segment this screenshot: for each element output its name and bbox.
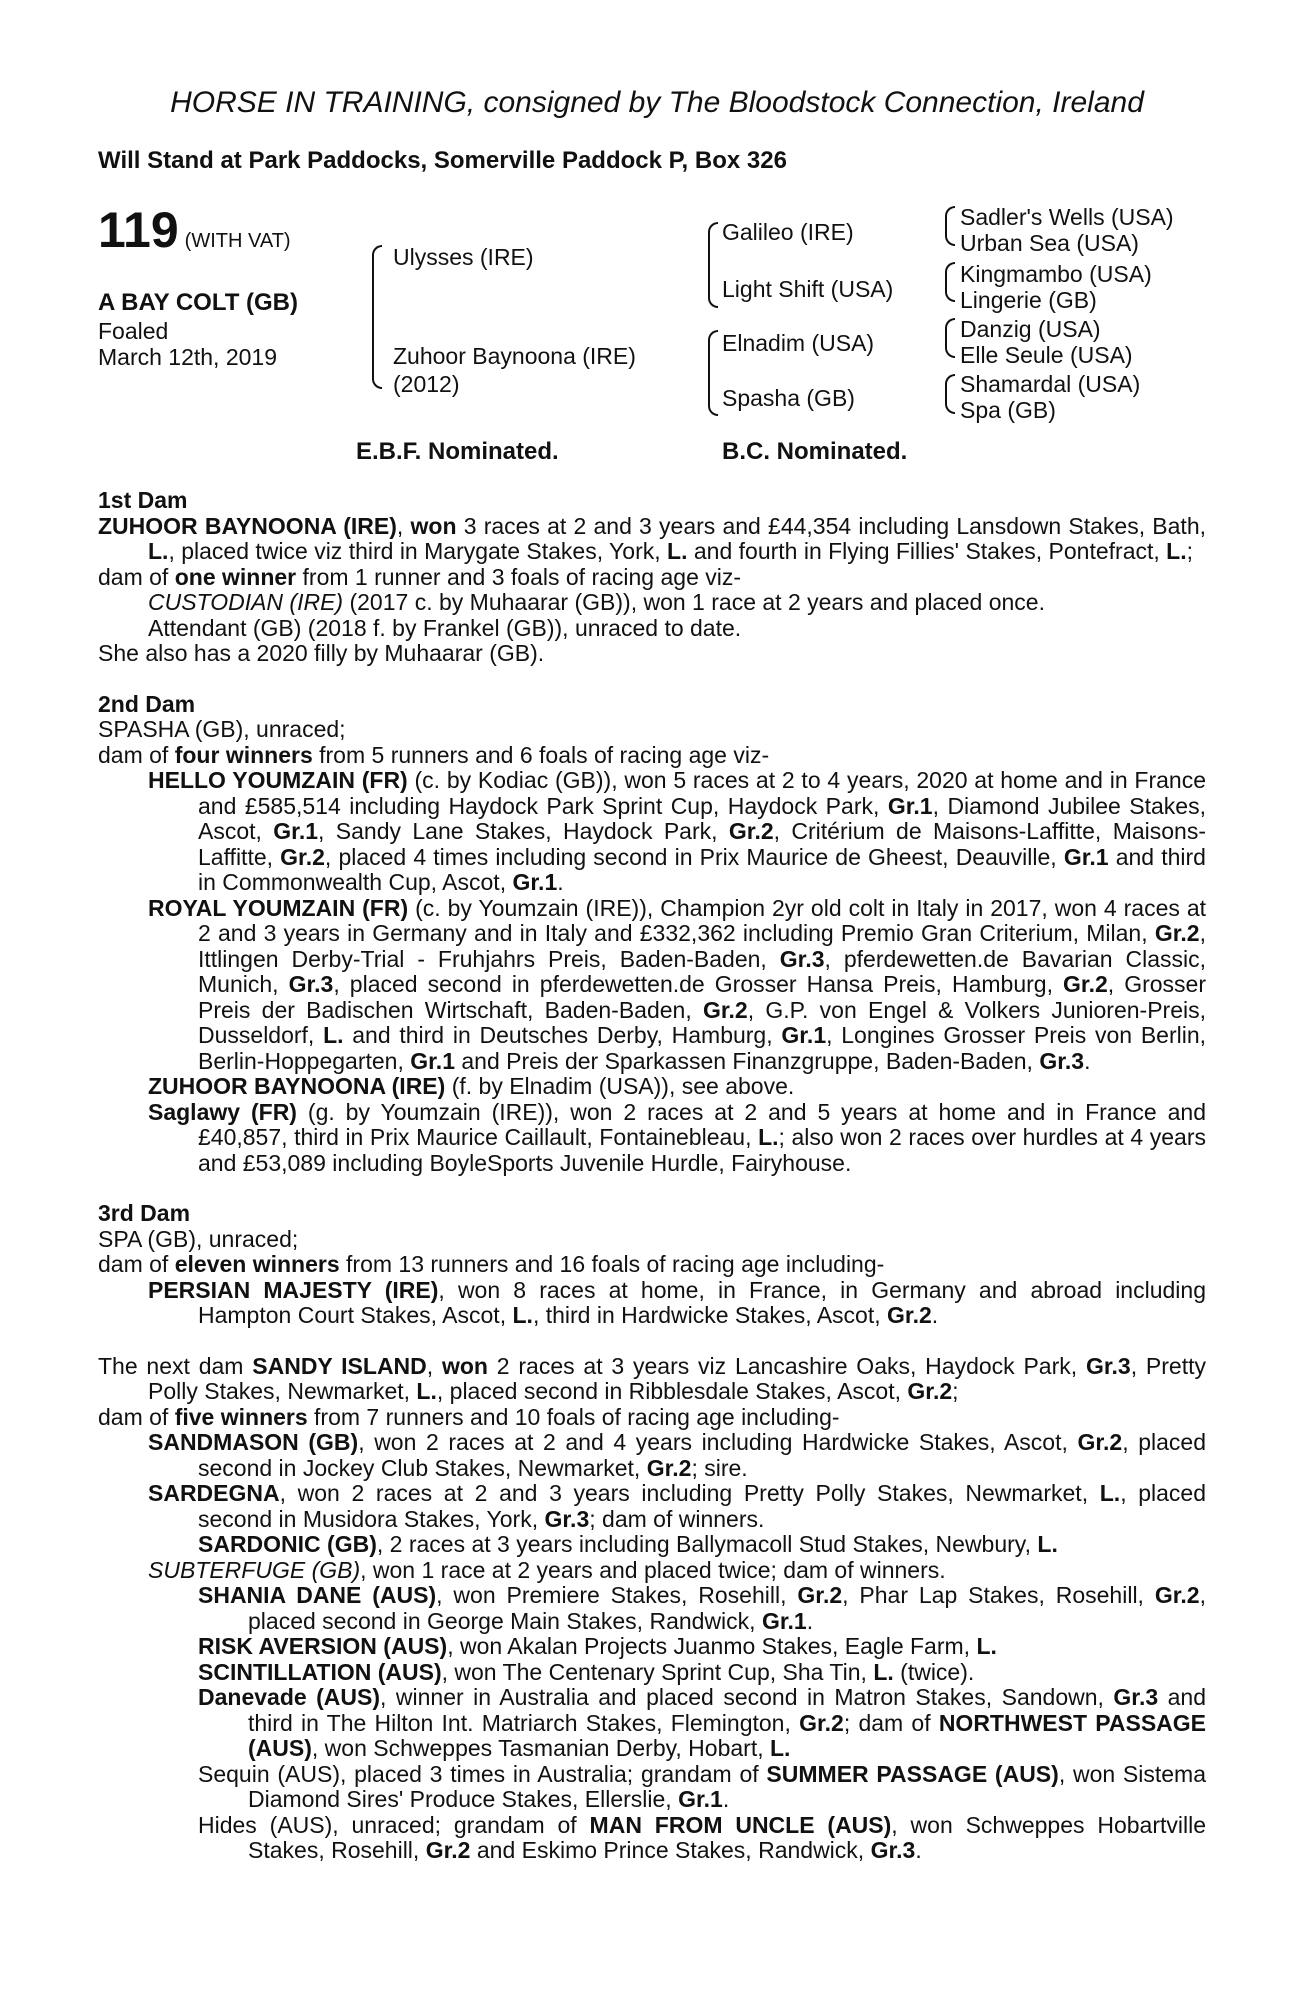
text-run: from 7 runners and 10 foals of racing age including-: [307, 1403, 840, 1430]
text-run: Gr.1: [678, 1786, 723, 1812]
text-run: ; also won 2 races over hurdles at 4 years and £53,089 including BoyleSports Juvenile Hurdle, Fairyhouse.: [198, 1124, 1206, 1176]
text-run: , placed twice viz third in Marygate Stakes, York,: [168, 538, 668, 564]
text-run: RISK AVERSION (AUS): [198, 1633, 448, 1659]
entry-paragraph: [98, 896, 1206, 1075]
text-run: Gr.1: [781, 1022, 827, 1048]
text-run: .: [806, 1607, 814, 1634]
text-run: and third in The Hilton Int. Matriarch Stakes, Flemington,: [248, 1684, 1207, 1736]
text-run: four winners: [174, 741, 313, 768]
pedigree-sdd: Lingerie (GB): [960, 287, 1097, 313]
text-run: , won 2 races at 2 and 3 years including Pretty Polly Stakes, Newmarket,: [279, 1480, 1100, 1506]
text-run: .: [931, 1302, 939, 1328]
entry-paragraph: [98, 768, 1206, 896]
entry-paragraph: [98, 1558, 1206, 1584]
text-run: Gr.1: [512, 869, 558, 895]
text-run: NORTHWEST PASSAGE (AUS): [248, 1709, 1207, 1761]
text-run: , won Sistema Diamond Sires' Produce Stakes, Ellerslie,: [248, 1760, 1206, 1812]
page-title: HORSE IN TRAINING, consigned by The Bloodstock Connection, Ireland: [170, 86, 1144, 119]
text-run: L.: [667, 538, 688, 564]
text-run: , placed second in Musidora Stakes, York,: [198, 1480, 1206, 1532]
text-run: ROYAL YOUMZAIN (FR): [148, 894, 409, 921]
text-run: (twice).: [893, 1658, 975, 1685]
text-run: dam of: [98, 563, 175, 590]
text-run: .: [722, 1786, 730, 1812]
entry-paragraph: [98, 514, 1206, 565]
section: [98, 1354, 1206, 1864]
entry-paragraph: [98, 616, 1206, 642]
text-run: , Grosser Preis der Badischen Wirtschaft, Baden-Baden,: [198, 971, 1207, 1023]
text-run: , Pretty Polly Stakes, Newmarket,: [148, 1352, 1206, 1404]
text-run: , won The Centenary Sprint Cup, Sha Tin,: [441, 1658, 874, 1685]
text-run: and Eskimo Prince Stakes, Randwick,: [470, 1837, 871, 1863]
text-run: The next dam: [98, 1352, 253, 1379]
text-run: L.: [416, 1378, 437, 1404]
text-run: Gr.3: [544, 1505, 590, 1532]
text-run: , won Premiere Stakes, Rosehill,: [436, 1582, 798, 1608]
text-run: Gr.2: [797, 1582, 843, 1608]
text-run: , won 1 race at 2 years and placed twice; dam of winners.: [360, 1556, 946, 1583]
text-run: Gr.3: [1039, 1047, 1085, 1074]
text-run: PERSIAN MAJESTY (IRE): [148, 1276, 439, 1303]
text-run: , Longines Grosser Preis von Berlin, Berlin-Hoppegarten,: [198, 1022, 1207, 1074]
text-run: , Critérium de Maisons-Laffitte, Maisons-Laffitte,: [198, 818, 1206, 870]
text-run: 2 races at 3 years viz Lancashire Oaks, Haydock Park,: [487, 1352, 1086, 1379]
pedigree-dam: Zuhoor Baynoona (IRE): [393, 343, 636, 369]
text-run: one winner: [174, 563, 297, 590]
entry-paragraph: [98, 641, 1206, 667]
text-run: Saglawy (FR): [148, 1098, 297, 1125]
text-run: , winner in Australia and placed second in Matron Stakes, Sandown,: [380, 1684, 1114, 1710]
foaled-date: March 12th, 2019: [98, 344, 278, 370]
entry-paragraph: [98, 1583, 1206, 1634]
text-run: Gr.2: [799, 1709, 844, 1736]
text-run: (c. by Kodiac (GB)), won 5 races at 2 to 4 years, 2020 at home and in France and £585,514 including Haydock Park Sprint Cup, Haydock Park,: [198, 767, 1206, 819]
text-run: She also has a 2020 filly by Muhaarar (GB).: [98, 640, 545, 666]
text-run: , Sandy Lane Stakes, Haydock Park,: [318, 818, 729, 844]
text-run: SARDONIC (GB): [198, 1531, 377, 1557]
pedigree-sss: Sadler's Wells (USA): [960, 204, 1174, 230]
text-run: , Diamond Jubilee Stakes, Ascot,: [198, 792, 1206, 844]
text-run: , pferdewetten.de Bavarian Classic, Munich,: [198, 945, 1206, 997]
pedigree-sire: Ulysses (IRE): [393, 244, 534, 270]
text-run: Sequin (AUS), placed 3 times in Australia; grandam of: [198, 1760, 767, 1787]
pedigree-dds: Shamardal (USA): [960, 371, 1141, 397]
text-run: SHANIA DANE (AUS): [198, 1582, 437, 1608]
text-run: Hides (AUS), unraced; grandam of: [198, 1811, 590, 1838]
text-run: Gr.2: [702, 996, 748, 1023]
text-run: dam of: [98, 741, 175, 768]
pedigree-brace-sd: [945, 262, 955, 302]
text-run: Attendant (GB) (2018 f. by Frankel (GB)), unraced to date.: [148, 614, 742, 641]
text-run: Gr.3: [870, 1837, 916, 1863]
text-run: Gr.2: [425, 1837, 471, 1863]
text-run: and fourth in Flying Fillies' Stakes, Pontefract,: [687, 538, 1167, 564]
text-run: L.: [770, 1735, 791, 1761]
entry-paragraph: [98, 1074, 1206, 1100]
entry-paragraph: [98, 1100, 1206, 1177]
pedigree-dsd: Elle Seule (USA): [960, 342, 1133, 368]
text-run: L.: [976, 1633, 997, 1659]
text-run: ,: [396, 512, 411, 539]
lot-number: 119: [98, 202, 179, 258]
text-run: from 1 runner and 3 foals of racing age viz-: [296, 563, 742, 590]
text-run: , placed second in Ribblesdale Stakes, Ascot,: [436, 1378, 908, 1404]
pedigree-brace-ss: [945, 206, 955, 246]
text-run: ; dam of winners.: [589, 1505, 765, 1532]
text-run: Gr.1: [761, 1607, 807, 1634]
stand-location: Will Stand at Park Paddocks, Somerville Paddock P, Box 326: [98, 147, 787, 174]
text-run: Gr.2: [1077, 1429, 1123, 1455]
text-run: , won Schweppes Hobartville Stakes, Rosehill,: [248, 1811, 1207, 1863]
entry-paragraph: [98, 717, 1206, 743]
text-run: and Preis der Sparkassen Finanzgruppe, Baden-Baden,: [455, 1047, 1040, 1074]
entry-paragraph: [98, 1430, 1206, 1481]
entry-paragraph: [98, 565, 1206, 591]
text-run: , 2 races at 3 years including Ballymacoll Stud Stakes, Newbury,: [376, 1531, 1038, 1557]
entry-paragraph: [98, 1405, 1206, 1431]
text-run: , placed second in Jockey Club Stakes, Newmarket,: [198, 1429, 1206, 1481]
section-heading: 3rd Dam: [98, 1200, 191, 1226]
text-run: Gr.2: [1154, 920, 1200, 946]
entry-paragraph: [98, 1227, 1206, 1253]
text-run: Gr.2: [1154, 1582, 1200, 1608]
text-run: 3 races at 2 and 3 years and £44,354 including Lansdown Stakes, Bath,: [456, 512, 1207, 539]
text-run: L.: [873, 1658, 894, 1685]
text-run: , placed 4 times including second in Prix Maurice de Gheest, Deauville,: [324, 843, 1064, 870]
text-run: Gr.2: [887, 1302, 932, 1328]
text-run: eleven winners: [174, 1251, 340, 1277]
text-run: , won 8 races at home, in France, in Germany and abroad including Hampton Court Stakes, Ascot,: [198, 1276, 1206, 1328]
entry-paragraph: [98, 1481, 1206, 1532]
text-run: and third in Deutsches Derby, Hamburg,: [343, 1022, 782, 1048]
text-run: SUMMER PASSAGE (AUS): [766, 1760, 1059, 1787]
text-run: , Ittlingen Derby-Trial - Fruhjahrs Preis, Baden-Baden,: [198, 920, 1206, 972]
text-run: .: [1084, 1047, 1091, 1074]
text-run: Gr.2: [280, 843, 325, 870]
text-run: won: [441, 1352, 488, 1379]
text-run: SUBTERFUGE (GB): [148, 1556, 361, 1583]
text-run: and third in Commonwealth Cup, Ascot,: [198, 843, 1206, 895]
text-run: , G.P. von Engel & Volkers Junioren-Preis, Dusseldorf,: [198, 996, 1206, 1048]
pedigree-ddd: Spa (GB): [960, 397, 1056, 423]
section-heading: 1st Dam: [98, 487, 188, 513]
text-run: (g. by Youmzain (IRE)), won 2 races at 2 and 5 years at home and in France and £40,857, third in Prix Maurice Caillault, Fontainebleau,: [198, 1098, 1206, 1150]
text-run: Gr.1: [887, 792, 933, 819]
text-run: .: [915, 1837, 922, 1863]
ebf-nomination: E.B.F. Nominated.: [356, 438, 559, 465]
text-run: , Phar Lap Stakes, Rosehill,: [842, 1582, 1155, 1608]
text-run: Gr.3: [1113, 1684, 1159, 1710]
text-run: , won Schweppes Tasmanian Derby, Hobart,: [311, 1735, 770, 1761]
entry-paragraph: [98, 1532, 1206, 1558]
text-run: from 5 runners and 6 foals of racing age viz-: [312, 741, 770, 768]
entry-paragraph: [98, 1278, 1206, 1329]
pedigree-dam-year: (2012): [393, 371, 460, 397]
pedigree-ssd: Urban Sea (USA): [960, 230, 1139, 256]
pedigree-sire-dam: Light Shift (USA): [722, 276, 894, 302]
entry-paragraph: [98, 590, 1206, 616]
text-run: SANDY ISLAND: [252, 1352, 427, 1379]
text-run: ; dam of: [843, 1709, 939, 1736]
lot-number-block: [98, 202, 291, 266]
text-run: L.: [758, 1124, 779, 1150]
text-run: Gr.2: [1063, 971, 1108, 997]
text-run: HELLO YOUMZAIN (FR): [148, 767, 408, 793]
text-run: Gr.1: [273, 818, 319, 844]
text-run: , won Akalan Projects Juanmo Stakes, Eagle Farm,: [447, 1633, 977, 1659]
entry-paragraph: [98, 1660, 1206, 1686]
entry-paragraph: [98, 1762, 1206, 1813]
text-run: from 13 runners and 16 foals of racing age including-: [339, 1251, 885, 1277]
pedigree-sds: Kingmambo (USA): [960, 261, 1152, 287]
section: [98, 692, 1206, 1177]
text-run: ;: [952, 1378, 959, 1404]
pedigree-dam-dam: Spasha (GB): [722, 385, 855, 411]
text-run: ZUHOOR BAYNOONA (IRE): [148, 1073, 446, 1099]
text-run: L.: [148, 538, 169, 564]
entry-paragraph: [98, 1685, 1206, 1762]
text-run: CUSTODIAN (IRE): [148, 589, 344, 615]
entry-paragraph: [98, 1252, 1206, 1278]
text-run: Gr.3: [288, 971, 334, 997]
text-run: Gr.3: [1085, 1352, 1131, 1379]
pedigree-brace-ds: [945, 318, 955, 358]
text-run: Gr.3: [779, 945, 825, 972]
lot-description: A BAY COLT (GB): [98, 289, 299, 316]
section-heading: 2nd Dam: [98, 690, 196, 717]
text-run: Danevade (AUS): [198, 1684, 381, 1710]
text-run: five winners: [174, 1403, 308, 1430]
text-run: MAN FROM UNCLE (AUS): [589, 1811, 892, 1838]
text-run: dam of: [98, 1403, 175, 1430]
text-run: SARDEGNA: [148, 1480, 280, 1506]
pedigree-sire-sire: Galileo (IRE): [722, 219, 854, 245]
text-run: Gr.2: [728, 818, 774, 844]
text-run: Gr.1: [410, 1047, 455, 1074]
text-run: (c. by Youmzain (IRE)), Champion 2yr old colt in Italy in 2017, won 4 races at 2 and 3 years in Germany and in Italy and £332,362 including Premio Gran Criterium, Milan,: [198, 894, 1206, 946]
pedigree-dss: Danzig (USA): [960, 316, 1101, 342]
catalogue-body: [98, 488, 1206, 1864]
text-run: ; sire.: [691, 1454, 748, 1481]
entry-paragraph: [98, 1634, 1206, 1660]
text-run: ZUHOOR BAYNOONA (IRE): [98, 512, 397, 539]
pedigree-dam-sire: Elnadim (USA): [722, 330, 875, 356]
text-run: (f. by Elnadim (USA)), see above.: [445, 1073, 795, 1099]
entry-paragraph: [98, 1354, 1206, 1405]
text-run: L.: [323, 1022, 344, 1048]
text-run: Gr.2: [907, 1378, 953, 1404]
pedigree-brace-dd: [945, 374, 955, 414]
text-run: dam of: [98, 1251, 175, 1277]
entry-paragraph: [98, 743, 1206, 769]
pedigree-brace-sire: [708, 222, 718, 308]
pedigree-brace-main: [372, 245, 382, 389]
section: [98, 488, 1206, 667]
text-run: .: [557, 869, 564, 895]
section: [98, 1201, 1206, 1329]
text-run: SPA (GB), unraced;: [98, 1225, 299, 1252]
text-run: , placed second in pferdewetten.de Grosser Hansa Preis, Hamburg,: [333, 971, 1064, 997]
text-run: , placed second in George Main Stakes, Randwick,: [248, 1582, 1206, 1634]
text-run: (2017 c. by Muhaarar (GB)), won 1 race at 2 years and placed once.: [343, 589, 1045, 615]
text-run: , won 2 races at 2 and 4 years including Hardwicke Stakes, Ascot,: [358, 1429, 1078, 1455]
text-run: won: [410, 512, 457, 539]
text-run: L.: [1166, 538, 1187, 564]
text-run: L.: [1099, 1480, 1121, 1506]
text-run: L.: [1037, 1531, 1058, 1557]
text-run: L.: [512, 1302, 533, 1328]
pedigree-brace-dam: [708, 330, 718, 416]
text-run: ;: [1186, 538, 1193, 564]
text-run: Gr.2: [646, 1454, 692, 1481]
text-run: Gr.1: [1063, 843, 1109, 870]
entry-paragraph: [98, 1813, 1206, 1864]
foaled-label: Foaled: [98, 318, 169, 344]
text-run: SANDMASON (GB): [148, 1429, 359, 1455]
text-run: SPASHA (GB), unraced;: [98, 716, 346, 742]
text-run: ,: [426, 1352, 442, 1379]
text-run: , third in Hardwicke Stakes, Ascot,: [532, 1302, 888, 1328]
vat-note: (WITH VAT): [184, 230, 291, 252]
text-run: SCINTILLATION (AUS): [198, 1658, 442, 1685]
bc-nomination: B.C. Nominated.: [722, 438, 908, 465]
